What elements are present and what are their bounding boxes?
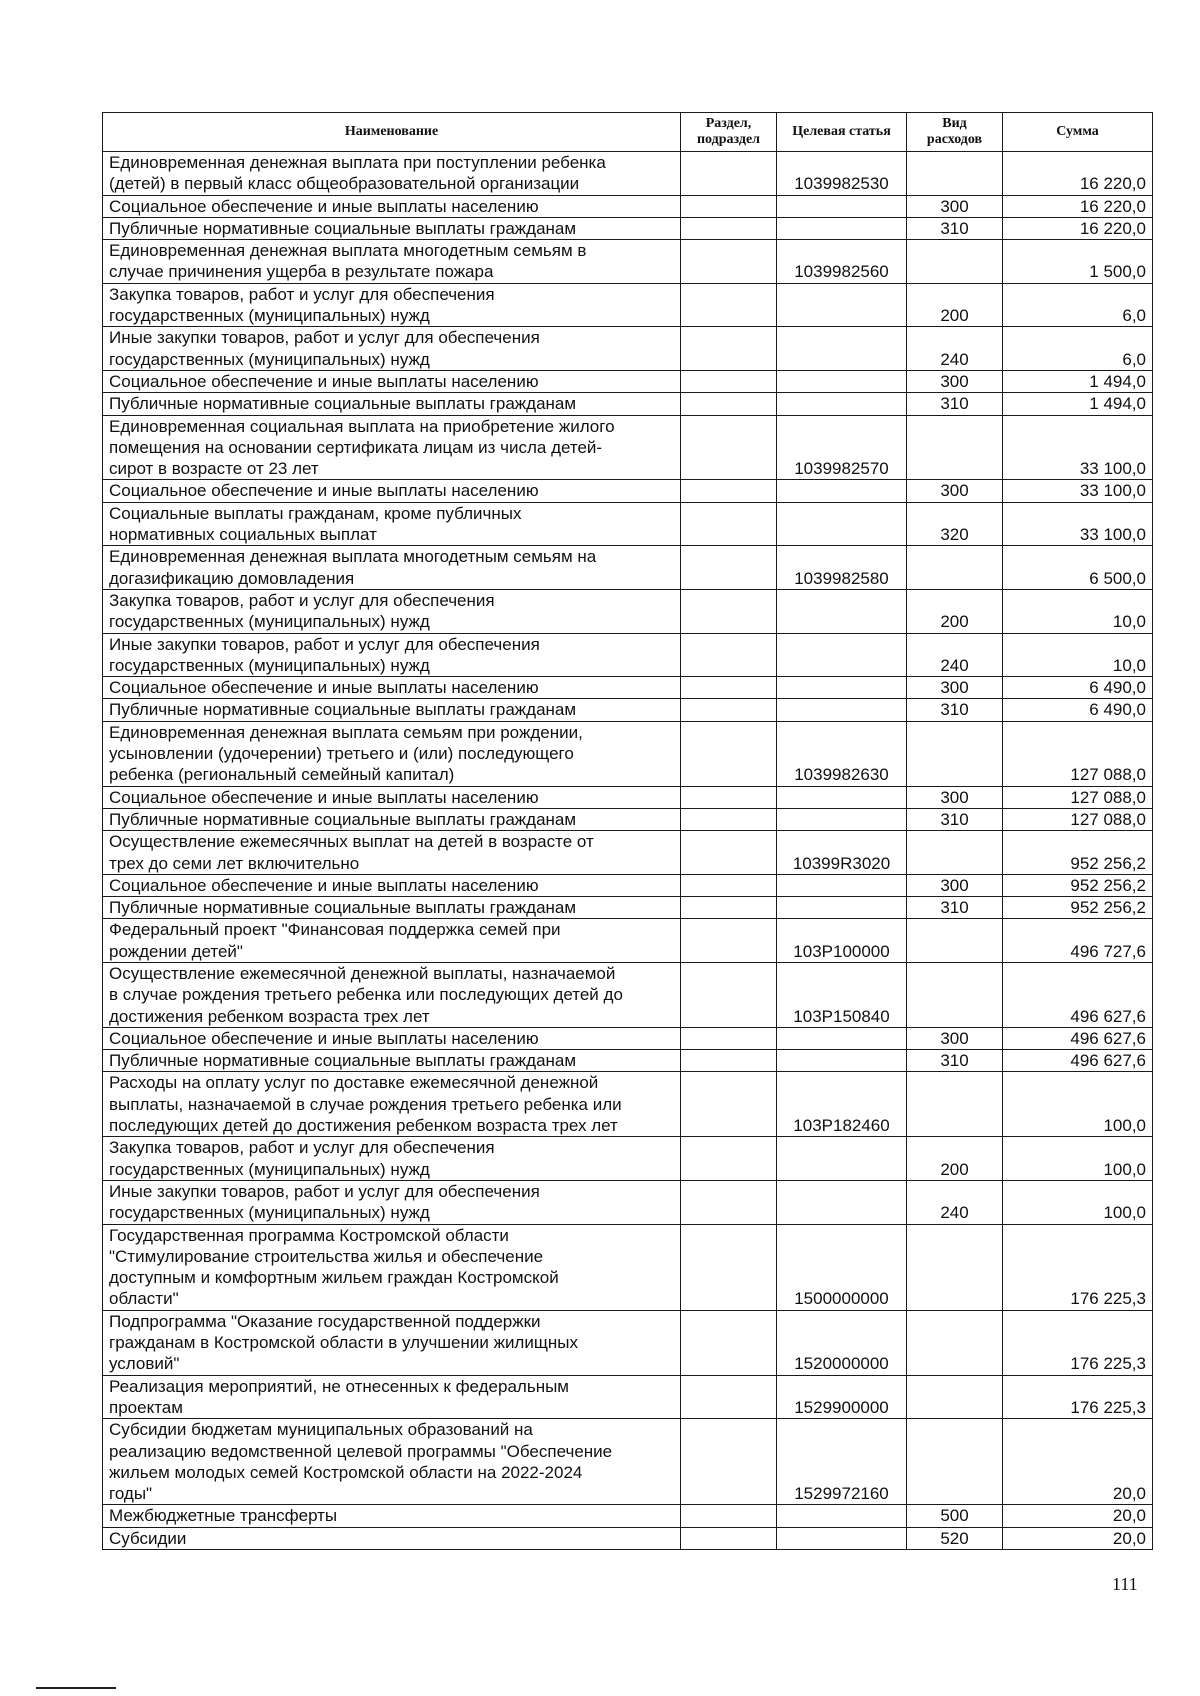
row-section-cell bbox=[681, 1137, 777, 1181]
row-expense-type-cell: 240 bbox=[907, 327, 1003, 371]
row-name-cell bbox=[103, 786, 681, 808]
row-expense-type-cell: 310 bbox=[907, 1050, 1003, 1072]
budget-table-sheet bbox=[102, 112, 1152, 1550]
row-name-cell bbox=[103, 1527, 681, 1549]
row-section-cell bbox=[681, 874, 777, 896]
row-name-line: трех до семи лет включительно bbox=[109, 853, 360, 873]
row-name-line: Социальное обеспечение и иные выплаты населению bbox=[109, 678, 539, 698]
row-name-line: Расходы на оплату услуг по доставке ежемесячной денежной bbox=[109, 1073, 599, 1093]
row-target-cell bbox=[777, 1527, 907, 1549]
row-name-line: Единовременная денежная выплата многодетным семьям на bbox=[109, 547, 597, 567]
table-row bbox=[103, 721, 1153, 786]
row-name-cell bbox=[103, 240, 681, 284]
row-name-line: Социальное обеспечение и иные выплаты населению bbox=[109, 196, 539, 216]
row-name-line: государственных (муниципальных) нужд bbox=[109, 306, 430, 326]
row-target-cell: 1039982560 bbox=[777, 240, 907, 284]
row-target-cell: 103P150840 bbox=[777, 962, 907, 1027]
row-name-line: Публичные нормативные социальные выплаты гражданам bbox=[109, 394, 577, 414]
row-target-cell bbox=[777, 589, 907, 633]
row-amount-cell: 1 500,0 bbox=[1003, 240, 1153, 284]
row-name-line: Публичные нормативные социальные выплаты гражданам bbox=[109, 218, 577, 238]
row-expense-type-cell: 300 bbox=[907, 370, 1003, 392]
row-name-cell bbox=[103, 480, 681, 502]
row-target-cell bbox=[777, 283, 907, 327]
row-name-line: Единовременная денежная выплата при поступлении ребенка bbox=[109, 153, 606, 172]
row-name-cell bbox=[103, 502, 681, 546]
row-amount-cell: 6 490,0 bbox=[1003, 677, 1153, 699]
table-row bbox=[103, 962, 1153, 1027]
row-name-cell bbox=[103, 874, 681, 896]
row-expense-type-cell: 200 bbox=[907, 283, 1003, 327]
row-name-cell bbox=[103, 1180, 681, 1224]
row-amount-cell: 176 225,3 bbox=[1003, 1310, 1153, 1375]
row-expense-type-cell: 310 bbox=[907, 808, 1003, 830]
row-name-line: достижения ребенком возраста трех лет bbox=[109, 1006, 430, 1026]
row-name-line: Субсидии bbox=[109, 1528, 187, 1548]
row-name-cell bbox=[103, 677, 681, 699]
row-amount-cell: 176 225,3 bbox=[1003, 1224, 1153, 1310]
row-amount-cell: 496 627,6 bbox=[1003, 1050, 1153, 1072]
table-row bbox=[103, 1375, 1153, 1419]
row-section-cell bbox=[681, 808, 777, 830]
row-name-cell bbox=[103, 1419, 681, 1505]
row-expense-type-cell bbox=[907, 240, 1003, 284]
row-target-cell bbox=[777, 327, 907, 371]
row-expense-type-cell: 310 bbox=[907, 897, 1003, 919]
row-section-cell bbox=[681, 1375, 777, 1419]
row-name-line: Социальное обеспечение и иные выплаты населению bbox=[109, 1028, 539, 1048]
row-expense-type-cell: 300 bbox=[907, 874, 1003, 896]
row-amount-cell: 1 494,0 bbox=[1003, 370, 1153, 392]
row-name-line: Иные закупки товаров, работ и услуг для обеспечения bbox=[109, 328, 540, 348]
row-name-line: государственных (муниципальных) нужд bbox=[109, 612, 430, 632]
row-amount-cell: 10,0 bbox=[1003, 633, 1153, 677]
table-row bbox=[103, 874, 1153, 896]
row-section-cell bbox=[681, 1050, 777, 1072]
row-amount-cell: 16 220,0 bbox=[1003, 195, 1153, 217]
row-expense-type-cell: 240 bbox=[907, 1180, 1003, 1224]
row-target-cell bbox=[777, 217, 907, 239]
row-section-cell bbox=[681, 240, 777, 284]
row-target-cell bbox=[777, 808, 907, 830]
table-row bbox=[103, 393, 1153, 415]
row-section-cell bbox=[681, 1224, 777, 1310]
row-name-line: Социальное обеспечение и иные выплаты населению bbox=[109, 371, 539, 391]
table-row bbox=[103, 589, 1153, 633]
row-name-line: (детей) в первый класс общеобразовательной организации bbox=[109, 174, 580, 194]
row-amount-cell: 6 490,0 bbox=[1003, 699, 1153, 721]
row-expense-type-cell: 310 bbox=[907, 393, 1003, 415]
row-amount-cell: 1 494,0 bbox=[1003, 393, 1153, 415]
row-section-cell bbox=[681, 1027, 777, 1049]
row-name-line: усыновлении (удочерении) третьего и (или) последующего bbox=[109, 744, 574, 764]
table-row bbox=[103, 1027, 1153, 1049]
table-row bbox=[103, 808, 1153, 830]
row-section-cell bbox=[681, 962, 777, 1027]
row-amount-cell: 16 220,0 bbox=[1003, 152, 1153, 196]
row-name-line: Публичные нормативные социальные выплаты гражданам bbox=[109, 1051, 577, 1071]
row-section-cell bbox=[681, 1527, 777, 1549]
row-expense-type-cell: 320 bbox=[907, 502, 1003, 546]
row-expense-type-cell bbox=[907, 152, 1003, 196]
table-row bbox=[103, 1505, 1153, 1527]
row-name-cell bbox=[103, 699, 681, 721]
table-row bbox=[103, 699, 1153, 721]
row-target-cell bbox=[777, 480, 907, 502]
table-row bbox=[103, 502, 1153, 546]
row-name-line: последующих детей до достижения ребенком возраста трех лет bbox=[109, 1116, 618, 1136]
table-row bbox=[103, 1072, 1153, 1137]
table-row bbox=[103, 1419, 1153, 1505]
row-section-cell bbox=[681, 699, 777, 721]
row-section-cell bbox=[681, 1419, 777, 1505]
row-target-cell bbox=[777, 1027, 907, 1049]
row-name-cell bbox=[103, 546, 681, 590]
row-name-line: реализацию ведомственной целевой программы "Обеспечение bbox=[109, 1441, 613, 1461]
table-row bbox=[103, 480, 1153, 502]
header-name: Наименование bbox=[103, 113, 681, 152]
row-name-line: Закупка товаров, работ и услуг для обеспечения bbox=[109, 284, 495, 304]
row-target-cell bbox=[777, 1050, 907, 1072]
row-amount-cell: 10,0 bbox=[1003, 589, 1153, 633]
row-expense-type-cell bbox=[907, 721, 1003, 786]
row-section-cell bbox=[681, 393, 777, 415]
row-section-cell bbox=[681, 1180, 777, 1224]
row-target-cell bbox=[777, 502, 907, 546]
row-expense-type-cell: 520 bbox=[907, 1527, 1003, 1549]
row-name-line: случае причинения ущерба в результате пожара bbox=[109, 262, 494, 282]
row-amount-cell: 100,0 bbox=[1003, 1180, 1153, 1224]
row-name-line: "Стимулирование строительства жилья и обеспечение bbox=[109, 1246, 544, 1266]
row-target-cell bbox=[777, 677, 907, 699]
row-expense-type-cell bbox=[907, 962, 1003, 1027]
row-name-line: доступным и комфортным жильем граждан Костромской bbox=[109, 1268, 559, 1288]
row-amount-cell: 6,0 bbox=[1003, 283, 1153, 327]
budget-table bbox=[102, 112, 1153, 1550]
row-section-cell bbox=[681, 152, 777, 196]
row-expense-type-cell: 310 bbox=[907, 699, 1003, 721]
row-section-cell bbox=[681, 677, 777, 699]
row-name-line: Закупка товаров, работ и услуг для обеспечения bbox=[109, 590, 495, 610]
row-name-line: ребенка (региональный семейный капитал) bbox=[109, 765, 455, 785]
row-amount-cell: 33 100,0 bbox=[1003, 480, 1153, 502]
row-amount-cell: 176 225,3 bbox=[1003, 1375, 1153, 1419]
table-row bbox=[103, 327, 1153, 371]
row-name-line: Публичные нормативные социальные выплаты гражданам bbox=[109, 700, 577, 720]
row-expense-type-cell: 240 bbox=[907, 633, 1003, 677]
row-target-cell: 1500000000 bbox=[777, 1224, 907, 1310]
row-name-line: государственных (муниципальных) нужд bbox=[109, 349, 430, 369]
row-name-line: Социальное обеспечение и иные выплаты населению bbox=[109, 787, 539, 807]
row-target-cell bbox=[777, 195, 907, 217]
row-section-cell bbox=[681, 786, 777, 808]
margin-rule bbox=[36, 1687, 116, 1689]
row-target-cell bbox=[777, 786, 907, 808]
row-name-line: Закупка товаров, работ и услуг для обеспечения bbox=[109, 1138, 495, 1158]
row-name-line: Осуществление ежемесячных выплат на детей в возрасте от bbox=[109, 832, 594, 852]
table-row bbox=[103, 415, 1153, 480]
row-name-line: Осуществление ежемесячной денежной выплаты, назначаемой bbox=[109, 963, 616, 983]
row-amount-cell: 100,0 bbox=[1003, 1072, 1153, 1137]
row-name-cell bbox=[103, 1137, 681, 1181]
row-name-cell bbox=[103, 1072, 681, 1137]
row-name-cell bbox=[103, 1224, 681, 1310]
row-amount-cell: 6 500,0 bbox=[1003, 546, 1153, 590]
row-target-cell: 1529900000 bbox=[777, 1375, 907, 1419]
row-name-line: государственных (муниципальных) нужд bbox=[109, 1159, 430, 1179]
row-target-cell: 103P100000 bbox=[777, 919, 907, 963]
row-name-line: нормативных социальных выплат bbox=[109, 525, 377, 545]
row-name-cell bbox=[103, 919, 681, 963]
row-name-line: Социальное обеспечение и иные выплаты населению bbox=[109, 875, 539, 895]
row-name-cell bbox=[103, 327, 681, 371]
row-target-cell bbox=[777, 370, 907, 392]
table-row bbox=[103, 1310, 1153, 1375]
row-name-cell bbox=[103, 415, 681, 480]
row-section-cell bbox=[681, 480, 777, 502]
row-expense-type-cell bbox=[907, 415, 1003, 480]
row-target-cell bbox=[777, 633, 907, 677]
row-name-cell bbox=[103, 1375, 681, 1419]
row-amount-cell: 33 100,0 bbox=[1003, 415, 1153, 480]
row-name-line: годы" bbox=[109, 1484, 153, 1504]
page-number: 111 bbox=[1112, 1574, 1138, 1594]
header-amount: Сумма bbox=[1003, 113, 1153, 152]
row-section-cell bbox=[681, 415, 777, 480]
row-name-line: области" bbox=[109, 1289, 179, 1309]
row-name-line: Публичные нормативные социальные выплаты гражданам bbox=[109, 898, 577, 918]
row-expense-type-cell bbox=[907, 1375, 1003, 1419]
row-name-line: Публичные нормативные социальные выплаты гражданам bbox=[109, 809, 577, 829]
row-expense-type-cell: 300 bbox=[907, 195, 1003, 217]
table-row bbox=[103, 1137, 1153, 1181]
header-target: Целевая статья bbox=[777, 113, 907, 152]
row-name-line: Подпрограмма "Оказание государственной поддержки bbox=[109, 1311, 541, 1331]
row-name-line: проектам bbox=[109, 1397, 183, 1417]
row-target-cell: 1529972160 bbox=[777, 1419, 907, 1505]
table-row bbox=[103, 897, 1153, 919]
table-row bbox=[103, 217, 1153, 239]
row-name-line: Социальное обеспечение и иные выплаты населению bbox=[109, 481, 539, 501]
row-name-line: Государственная программа Костромской области bbox=[109, 1225, 509, 1245]
table-row bbox=[103, 1527, 1153, 1549]
row-name-line: Реализация мероприятий, не отнесенных к федеральным bbox=[109, 1376, 569, 1396]
row-expense-type-cell: 200 bbox=[907, 1137, 1003, 1181]
row-name-line: Субсидии бюджетам муниципальных образований на bbox=[109, 1420, 533, 1440]
row-name-line: государственных (муниципальных) нужд bbox=[109, 655, 430, 675]
row-section-cell bbox=[681, 370, 777, 392]
row-expense-type-cell bbox=[907, 1419, 1003, 1505]
row-target-cell: 1520000000 bbox=[777, 1310, 907, 1375]
row-name-line: Единовременная денежная выплата многодетным семьям в bbox=[109, 241, 587, 261]
row-section-cell bbox=[681, 502, 777, 546]
row-amount-cell: 127 088,0 bbox=[1003, 786, 1153, 808]
row-expense-type-cell: 200 bbox=[907, 589, 1003, 633]
row-name-line: сирот в возрасте от 23 лет bbox=[109, 459, 319, 479]
row-section-cell bbox=[681, 546, 777, 590]
row-section-cell bbox=[681, 897, 777, 919]
table-row bbox=[103, 195, 1153, 217]
table-row bbox=[103, 1224, 1153, 1310]
row-section-cell bbox=[681, 589, 777, 633]
row-amount-cell: 952 256,2 bbox=[1003, 874, 1153, 896]
row-name-cell bbox=[103, 152, 681, 196]
row-name-line: условий" bbox=[109, 1354, 180, 1374]
row-name-cell bbox=[103, 589, 681, 633]
row-expense-type-cell: 300 bbox=[907, 480, 1003, 502]
row-name-line: помещения на основании сертификата лицам из числа детей- bbox=[109, 437, 603, 457]
table-row bbox=[103, 919, 1153, 963]
row-target-cell bbox=[777, 1505, 907, 1527]
row-target-cell bbox=[777, 897, 907, 919]
row-target-cell: 1039982630 bbox=[777, 721, 907, 786]
row-name-cell bbox=[103, 1310, 681, 1375]
row-section-cell bbox=[681, 721, 777, 786]
row-section-cell bbox=[681, 1505, 777, 1527]
row-name-cell bbox=[103, 721, 681, 786]
row-name-line: Социальные выплаты гражданам, кроме публичных bbox=[109, 503, 522, 523]
row-name-cell bbox=[103, 393, 681, 415]
row-expense-type-cell: 300 bbox=[907, 1027, 1003, 1049]
row-amount-cell: 33 100,0 bbox=[1003, 502, 1153, 546]
row-target-cell: 103P182460 bbox=[777, 1072, 907, 1137]
row-expense-type-cell bbox=[907, 831, 1003, 875]
row-name-line: рождении детей" bbox=[109, 941, 243, 961]
row-target-cell bbox=[777, 393, 907, 415]
row-name-line: государственных (муниципальных) нужд bbox=[109, 1203, 430, 1223]
row-name-line: Иные закупки товаров, работ и услуг для обеспечения bbox=[109, 1181, 540, 1201]
row-name-cell bbox=[103, 962, 681, 1027]
row-name-line: догазификацию домовладения bbox=[109, 568, 355, 588]
row-name-line: Единовременная денежная выплата семьям при рождении, bbox=[109, 722, 583, 742]
table-row bbox=[103, 831, 1153, 875]
table-header-row bbox=[103, 113, 1153, 152]
row-name-cell bbox=[103, 808, 681, 830]
row-name-cell bbox=[103, 1050, 681, 1072]
row-amount-cell: 100,0 bbox=[1003, 1137, 1153, 1181]
header-expense-type: Вид расходов bbox=[907, 113, 1003, 152]
row-amount-cell: 496 627,6 bbox=[1003, 1027, 1153, 1049]
row-target-cell bbox=[777, 1137, 907, 1181]
row-section-cell bbox=[681, 217, 777, 239]
row-target-cell: 1039982530 bbox=[777, 152, 907, 196]
row-section-cell bbox=[681, 327, 777, 371]
row-section-cell bbox=[681, 919, 777, 963]
row-expense-type-cell bbox=[907, 546, 1003, 590]
row-name-cell bbox=[103, 831, 681, 875]
table-row bbox=[103, 633, 1153, 677]
row-section-cell bbox=[681, 1072, 777, 1137]
table-row bbox=[103, 240, 1153, 284]
row-name-cell bbox=[103, 633, 681, 677]
row-target-cell bbox=[777, 1180, 907, 1224]
row-name-cell bbox=[103, 283, 681, 327]
row-target-cell bbox=[777, 699, 907, 721]
row-amount-cell: 6,0 bbox=[1003, 327, 1153, 371]
row-section-cell bbox=[681, 1310, 777, 1375]
row-amount-cell: 127 088,0 bbox=[1003, 808, 1153, 830]
table-row bbox=[103, 677, 1153, 699]
row-section-cell bbox=[681, 831, 777, 875]
row-expense-type-cell: 500 bbox=[907, 1505, 1003, 1527]
row-section-cell bbox=[681, 633, 777, 677]
row-name-line: жильем молодых семей Костромской области на 2022-2024 bbox=[109, 1462, 583, 1482]
row-expense-type-cell bbox=[907, 919, 1003, 963]
row-amount-cell: 20,0 bbox=[1003, 1419, 1153, 1505]
row-name-cell bbox=[103, 195, 681, 217]
row-name-cell bbox=[103, 370, 681, 392]
row-amount-cell: 16 220,0 bbox=[1003, 217, 1153, 239]
row-target-cell: 1039982580 bbox=[777, 546, 907, 590]
table-row bbox=[103, 152, 1153, 196]
row-target-cell: 10399R3020 bbox=[777, 831, 907, 875]
row-name-cell bbox=[103, 897, 681, 919]
row-target-cell: 1039982570 bbox=[777, 415, 907, 480]
row-name-line: Иные закупки товаров, работ и услуг для обеспечения bbox=[109, 634, 540, 654]
row-target-cell bbox=[777, 874, 907, 896]
row-expense-type-cell bbox=[907, 1072, 1003, 1137]
table-row bbox=[103, 370, 1153, 392]
row-amount-cell: 952 256,2 bbox=[1003, 831, 1153, 875]
header-section: Раздел, подраздел bbox=[681, 113, 777, 152]
table-row bbox=[103, 1050, 1153, 1072]
row-name-line: Федеральный проект "Финансовая поддержка семей при bbox=[109, 920, 561, 940]
table-body bbox=[103, 152, 1153, 1550]
row-name-cell bbox=[103, 217, 681, 239]
table-row bbox=[103, 283, 1153, 327]
row-amount-cell: 952 256,2 bbox=[1003, 897, 1153, 919]
row-name-cell bbox=[103, 1027, 681, 1049]
row-expense-type-cell bbox=[907, 1310, 1003, 1375]
row-amount-cell: 127 088,0 bbox=[1003, 721, 1153, 786]
row-amount-cell: 496 727,6 bbox=[1003, 919, 1153, 963]
row-name-line: Межбюджетные трансферты bbox=[109, 1506, 338, 1526]
row-name-cell bbox=[103, 1505, 681, 1527]
row-name-line: Единовременная социальная выплата на приобретение жилого bbox=[109, 416, 615, 436]
row-expense-type-cell bbox=[907, 1224, 1003, 1310]
row-expense-type-cell: 300 bbox=[907, 677, 1003, 699]
row-amount-cell: 20,0 bbox=[1003, 1527, 1153, 1549]
table-row bbox=[103, 1180, 1153, 1224]
row-amount-cell: 20,0 bbox=[1003, 1505, 1153, 1527]
row-expense-type-cell: 310 bbox=[907, 217, 1003, 239]
table-row bbox=[103, 546, 1153, 590]
table-row bbox=[103, 786, 1153, 808]
row-expense-type-cell: 300 bbox=[907, 786, 1003, 808]
row-section-cell bbox=[681, 283, 777, 327]
row-name-line: гражданам в Костромской области в улучшении жилищных bbox=[109, 1333, 578, 1353]
row-name-line: выплаты, назначаемой в случае рождения третьего ребенка или bbox=[109, 1094, 622, 1114]
row-section-cell bbox=[681, 195, 777, 217]
row-name-line: в случае рождения третьего ребенка или последующих детей до bbox=[109, 985, 623, 1005]
row-amount-cell: 496 627,6 bbox=[1003, 962, 1153, 1027]
